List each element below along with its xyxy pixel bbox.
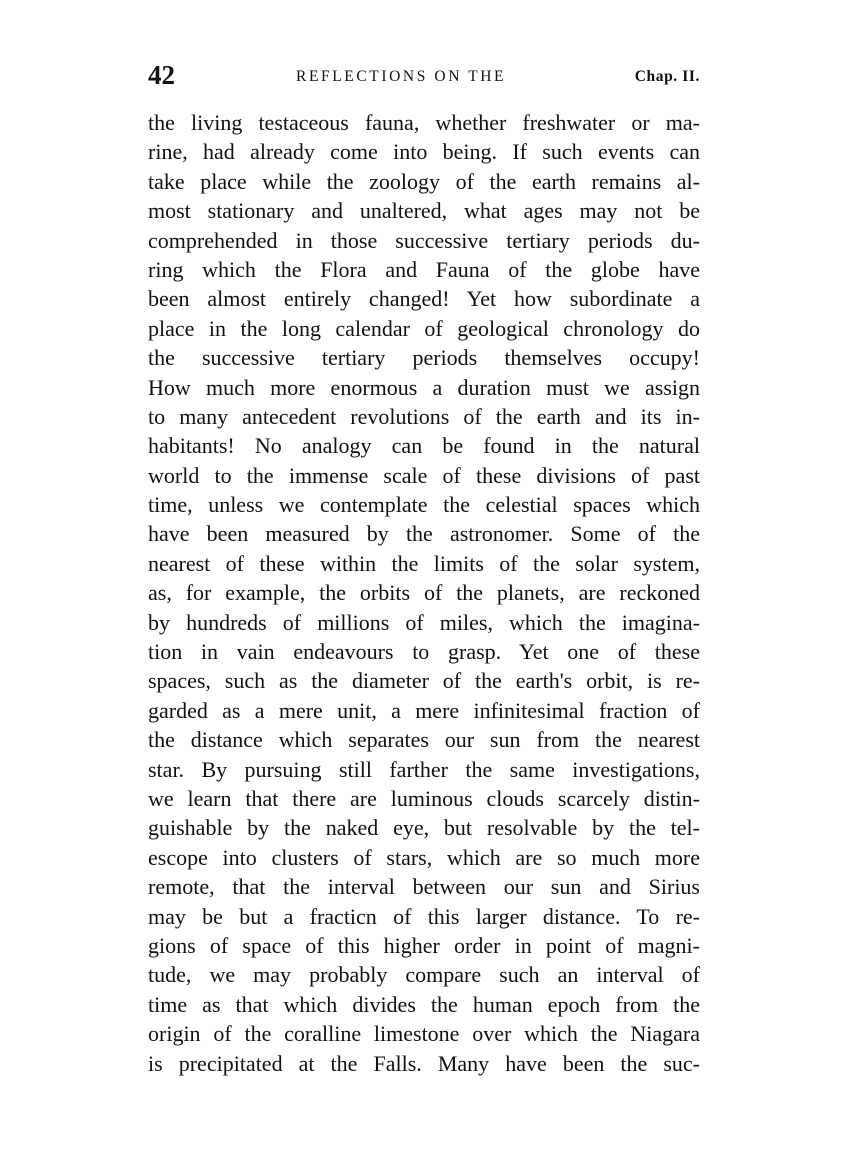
running-head: REFLECTIONS ON THE xyxy=(296,68,507,85)
text-line: place in the long calendar of geological chronology do xyxy=(148,315,700,341)
text-line: have been measured by the astronomer. Some of the xyxy=(148,521,700,547)
text-line: origin of the coralline limestone over which the Niagara xyxy=(148,1021,700,1047)
text-line: is precipitated at the Falls. Many have been the suc- xyxy=(148,1050,700,1076)
text-line: habitants! No analogy can be found in the natural xyxy=(148,433,700,459)
text-line: guishable by the naked eye, but resolvable by the tel- xyxy=(148,815,700,841)
text-line: the distance which separates our sun from the nearest xyxy=(148,727,700,753)
page-number: 42 xyxy=(148,60,175,90)
text-line: rine, had already come into being. If such events can xyxy=(148,139,700,165)
text-line: How much more enormous a duration must we assign xyxy=(148,374,700,400)
text-line: remote, that the interval between our sun and Sirius xyxy=(148,874,700,900)
text-line: escope into clusters of stars, which are so much more xyxy=(148,844,700,870)
text-line: time, unless we contemplate the celestial spaces which xyxy=(148,492,700,518)
body-text xyxy=(148,108,700,1078)
text-line: time as that which divides the human epoch from the xyxy=(148,991,700,1017)
text-line: to many antecedent revolutions of the earth and its in- xyxy=(148,403,700,429)
text-line: we learn that there are luminous clouds scarcely distin- xyxy=(148,785,700,811)
text-line: may be but a fracticn of this larger distance. To re- xyxy=(148,903,700,929)
text-line: tude, we may probably compare such an interval of xyxy=(148,962,700,988)
text-line: star. By pursuing still farther the same investigations, xyxy=(148,756,700,782)
text-line: tion in vain endeavours to grasp. Yet one of these xyxy=(148,639,700,665)
text-line: gions of space of this higher order in point of magni- xyxy=(148,932,700,958)
text-line: take place while the zoology of the earth remains al- xyxy=(148,168,700,194)
text-line: the successive tertiary periods themselves occupy! xyxy=(148,345,700,371)
text-line: world to the immense scale of these divisions of past xyxy=(148,462,700,488)
text-line: spaces, such as the diameter of the earth's orbit, is re- xyxy=(148,668,700,694)
chapter-reference: Chap. II. xyxy=(634,68,700,85)
text-line: comprehended in those successive tertiary periods du- xyxy=(148,227,700,253)
text-line: garded as a mere unit, a mere infinitesimal fraction of xyxy=(148,697,700,723)
text-line: the living testaceous fauna, whether freshwater or ma- xyxy=(148,110,700,135)
text-line: most stationary and unaltered, what ages may not be xyxy=(148,198,700,224)
text-line: as, for example, the orbits of the planets, are reckoned xyxy=(148,580,700,606)
text-line: by hundreds of millions of miles, which the imagina- xyxy=(148,609,700,635)
page-header xyxy=(148,58,700,92)
text-line: nearest of these within the limits of the solar system, xyxy=(148,550,700,576)
text-line: ring which the Flora and Fauna of the globe have xyxy=(148,256,700,282)
text-line: been almost entirely changed! Yet how subordinate a xyxy=(148,286,700,312)
